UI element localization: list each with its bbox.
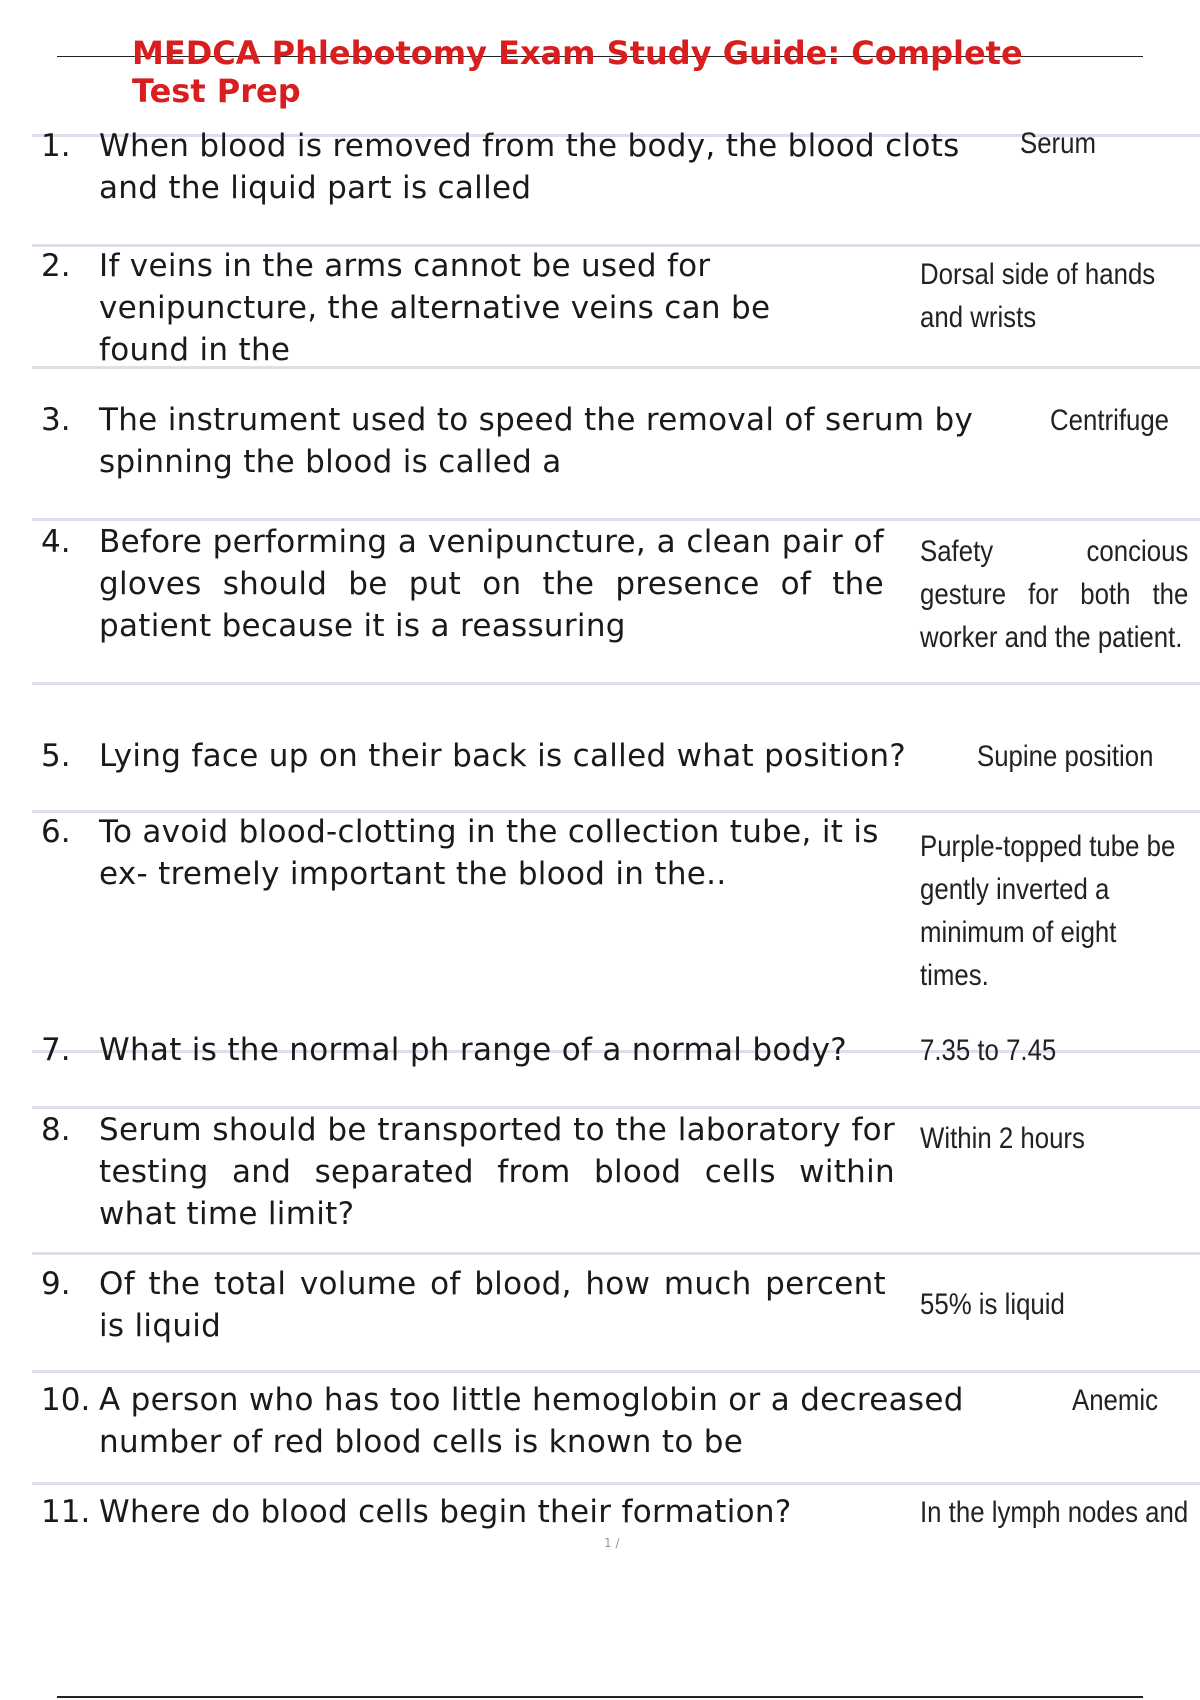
answer-text: Supine position <box>977 740 1154 773</box>
question-row <box>32 682 1200 813</box>
question-row <box>32 1252 1200 1373</box>
question-row <box>32 1106 1200 1255</box>
question-row <box>32 518 1200 685</box>
answer-text: Within 2 hours <box>920 1122 1085 1155</box>
question-text: Lying face up on their back is called what position? <box>99 738 907 774</box>
question-row <box>32 244 1200 369</box>
question-number: 2. <box>41 248 71 284</box>
answer-text: Centrifuge <box>1050 404 1170 437</box>
question-number: 4. <box>41 524 71 560</box>
question-text: Serum should be transported to the laboratory for testing and separated from blood cells within what time limit? <box>99 1112 895 1232</box>
question-number: 9. <box>41 1266 71 1302</box>
answer-text: Dorsal side of hands and wrists <box>920 258 1156 334</box>
answer-text: Serum <box>1020 127 1096 160</box>
answer-text: In the lymph nodes and <box>920 1496 1189 1529</box>
answer-text: Purple-topped tube be gently inverted a minimum of eight times. <box>920 830 1176 992</box>
question-number: 1. <box>41 128 71 164</box>
question-text: Of the total volume of blood, how much percent is liquid <box>99 1266 886 1344</box>
answer-text: Anemic <box>1072 1384 1159 1417</box>
question-number: 3. <box>41 402 71 438</box>
page-title: MEDCA Phlebotomy Exam Study Guide: Complete Test Prep <box>132 34 1023 110</box>
question-number: 8. <box>41 1112 71 1148</box>
question-text: What is the normal ph range of a normal body? <box>99 1032 847 1068</box>
page-number: 1 / <box>604 1536 620 1550</box>
question-text: To avoid blood-clotting in the collection tube, it is ex- tremely important the blood in the.. <box>99 814 879 892</box>
question-number: 10. <box>41 1382 91 1418</box>
answer-text: 7.35 to 7.45 <box>920 1034 1057 1067</box>
question-row <box>32 366 1200 521</box>
question-text: The instrument used to speed the removal of serum by spinning the blood is called a <box>99 402 974 480</box>
footer-rule <box>57 1696 1143 1698</box>
answer-text: 55% is liquid <box>920 1288 1065 1321</box>
question-text: Where do blood cells begin their formation? <box>99 1494 792 1530</box>
question-number: 6. <box>41 814 71 850</box>
question-text: A person who has too little hemoglobin or a decreased number of red blood cells is known to be <box>99 1382 964 1460</box>
question-number: 7. <box>41 1032 71 1068</box>
question-text: If veins in the arms cannot be used for venipuncture, the alternative veins can be found in the <box>99 248 771 368</box>
question-row <box>32 810 1200 1053</box>
question-text: When blood is removed from the body, the blood clots and the liquid part is called <box>99 128 960 206</box>
question-row <box>32 1370 1200 1485</box>
question-text: Before performing a venipuncture, a clean pair of gloves should be put on the presence of the patient because it is a reassuring <box>99 524 884 644</box>
question-number: 5. <box>41 738 71 774</box>
answer-text: Safety concious gesture for both the worker and the patient. <box>920 535 1189 654</box>
question-row <box>32 1032 1200 1109</box>
question-number: 11. <box>41 1494 91 1530</box>
